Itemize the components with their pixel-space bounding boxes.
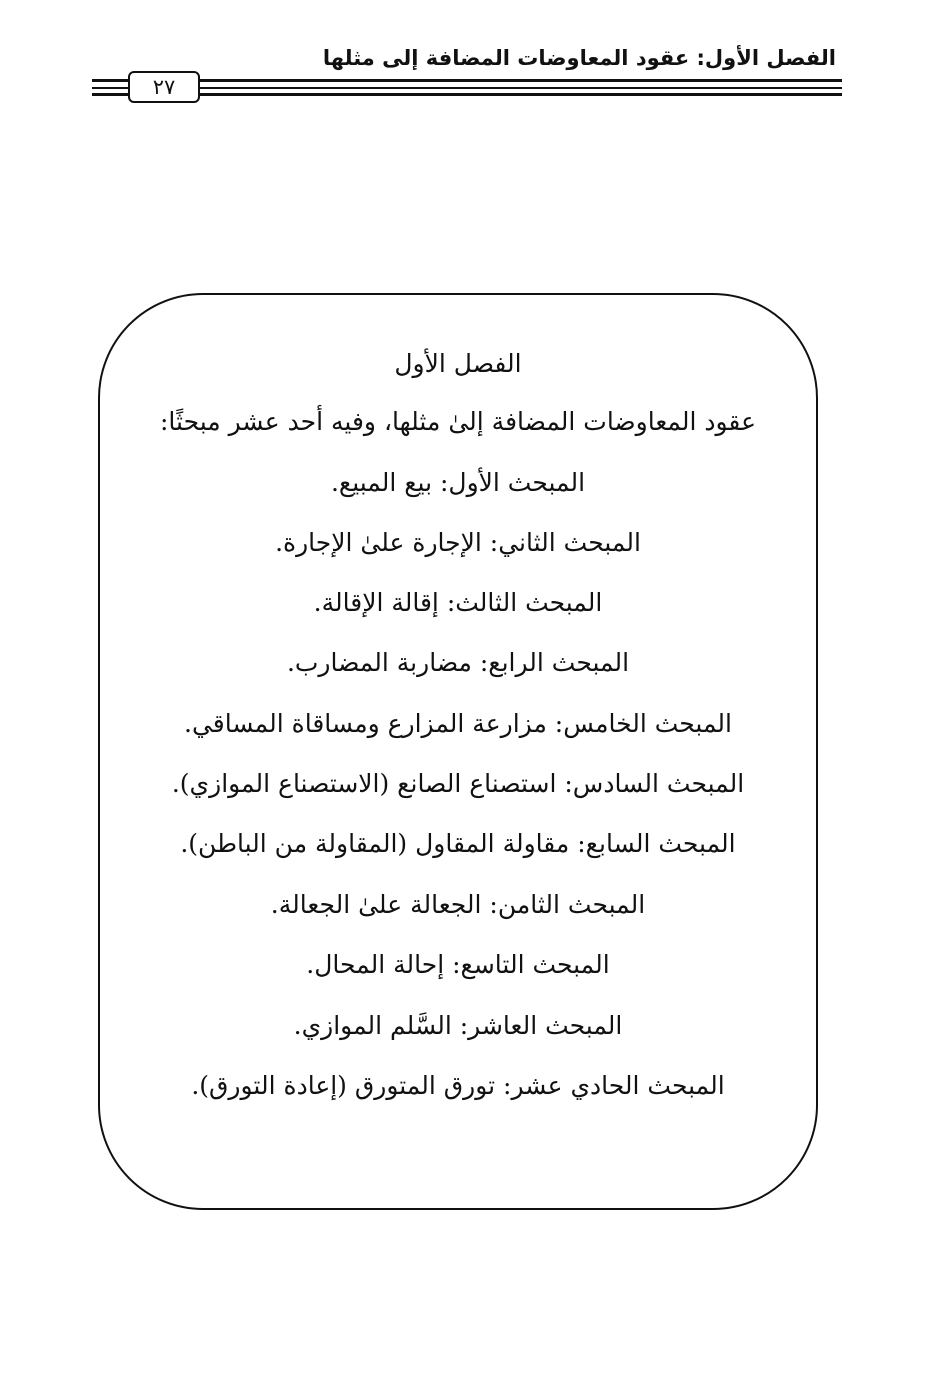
section-item: المبحث الحادي عشر: تورق المتورق (إعادة التورق). bbox=[191, 1071, 725, 1100]
chapter-subtitle: عقود المعاوضات المضافة إلىٰ مثلها، وفيه أحد عشر مبحثًا: bbox=[160, 407, 756, 436]
page-number: ٢٧ bbox=[128, 71, 200, 103]
section-item: المبحث العاشر: السَّلم الموازي. bbox=[293, 1011, 623, 1040]
header-rule-bottom bbox=[92, 93, 842, 96]
section-item: المبحث الأول: بيع المبيع. bbox=[330, 468, 586, 497]
section-item: المبحث التاسع: إحالة المحال. bbox=[306, 950, 610, 979]
header-rule-top bbox=[92, 79, 842, 82]
section-item: المبحث السادس: استصناع الصانع (الاستصناع الموازي). bbox=[171, 769, 745, 798]
section-item: المبحث الخامس: مزارعة المزارع ومساقاة المساقي. bbox=[184, 709, 732, 738]
section-item: المبحث الثالث: إقالة الإقالة. bbox=[313, 588, 603, 617]
section-item: المبحث الثاني: الإجارة علىٰ الإجارة. bbox=[275, 528, 641, 557]
running-head-title: الفصل الأول: عقود المعاوضات المضافة إلى مثلها bbox=[322, 46, 836, 70]
section-item: المبحث الثامن: الجعالة علىٰ الجعالة. bbox=[270, 890, 646, 919]
chapter-title: الفصل الأول bbox=[394, 349, 522, 378]
section-item: المبحث السابع: مقاولة المقاول (المقاولة من الباطن). bbox=[180, 829, 736, 858]
header-rule-middle bbox=[92, 87, 842, 89]
section-item: المبحث الرابع: مضاربة المضارب. bbox=[286, 648, 630, 677]
